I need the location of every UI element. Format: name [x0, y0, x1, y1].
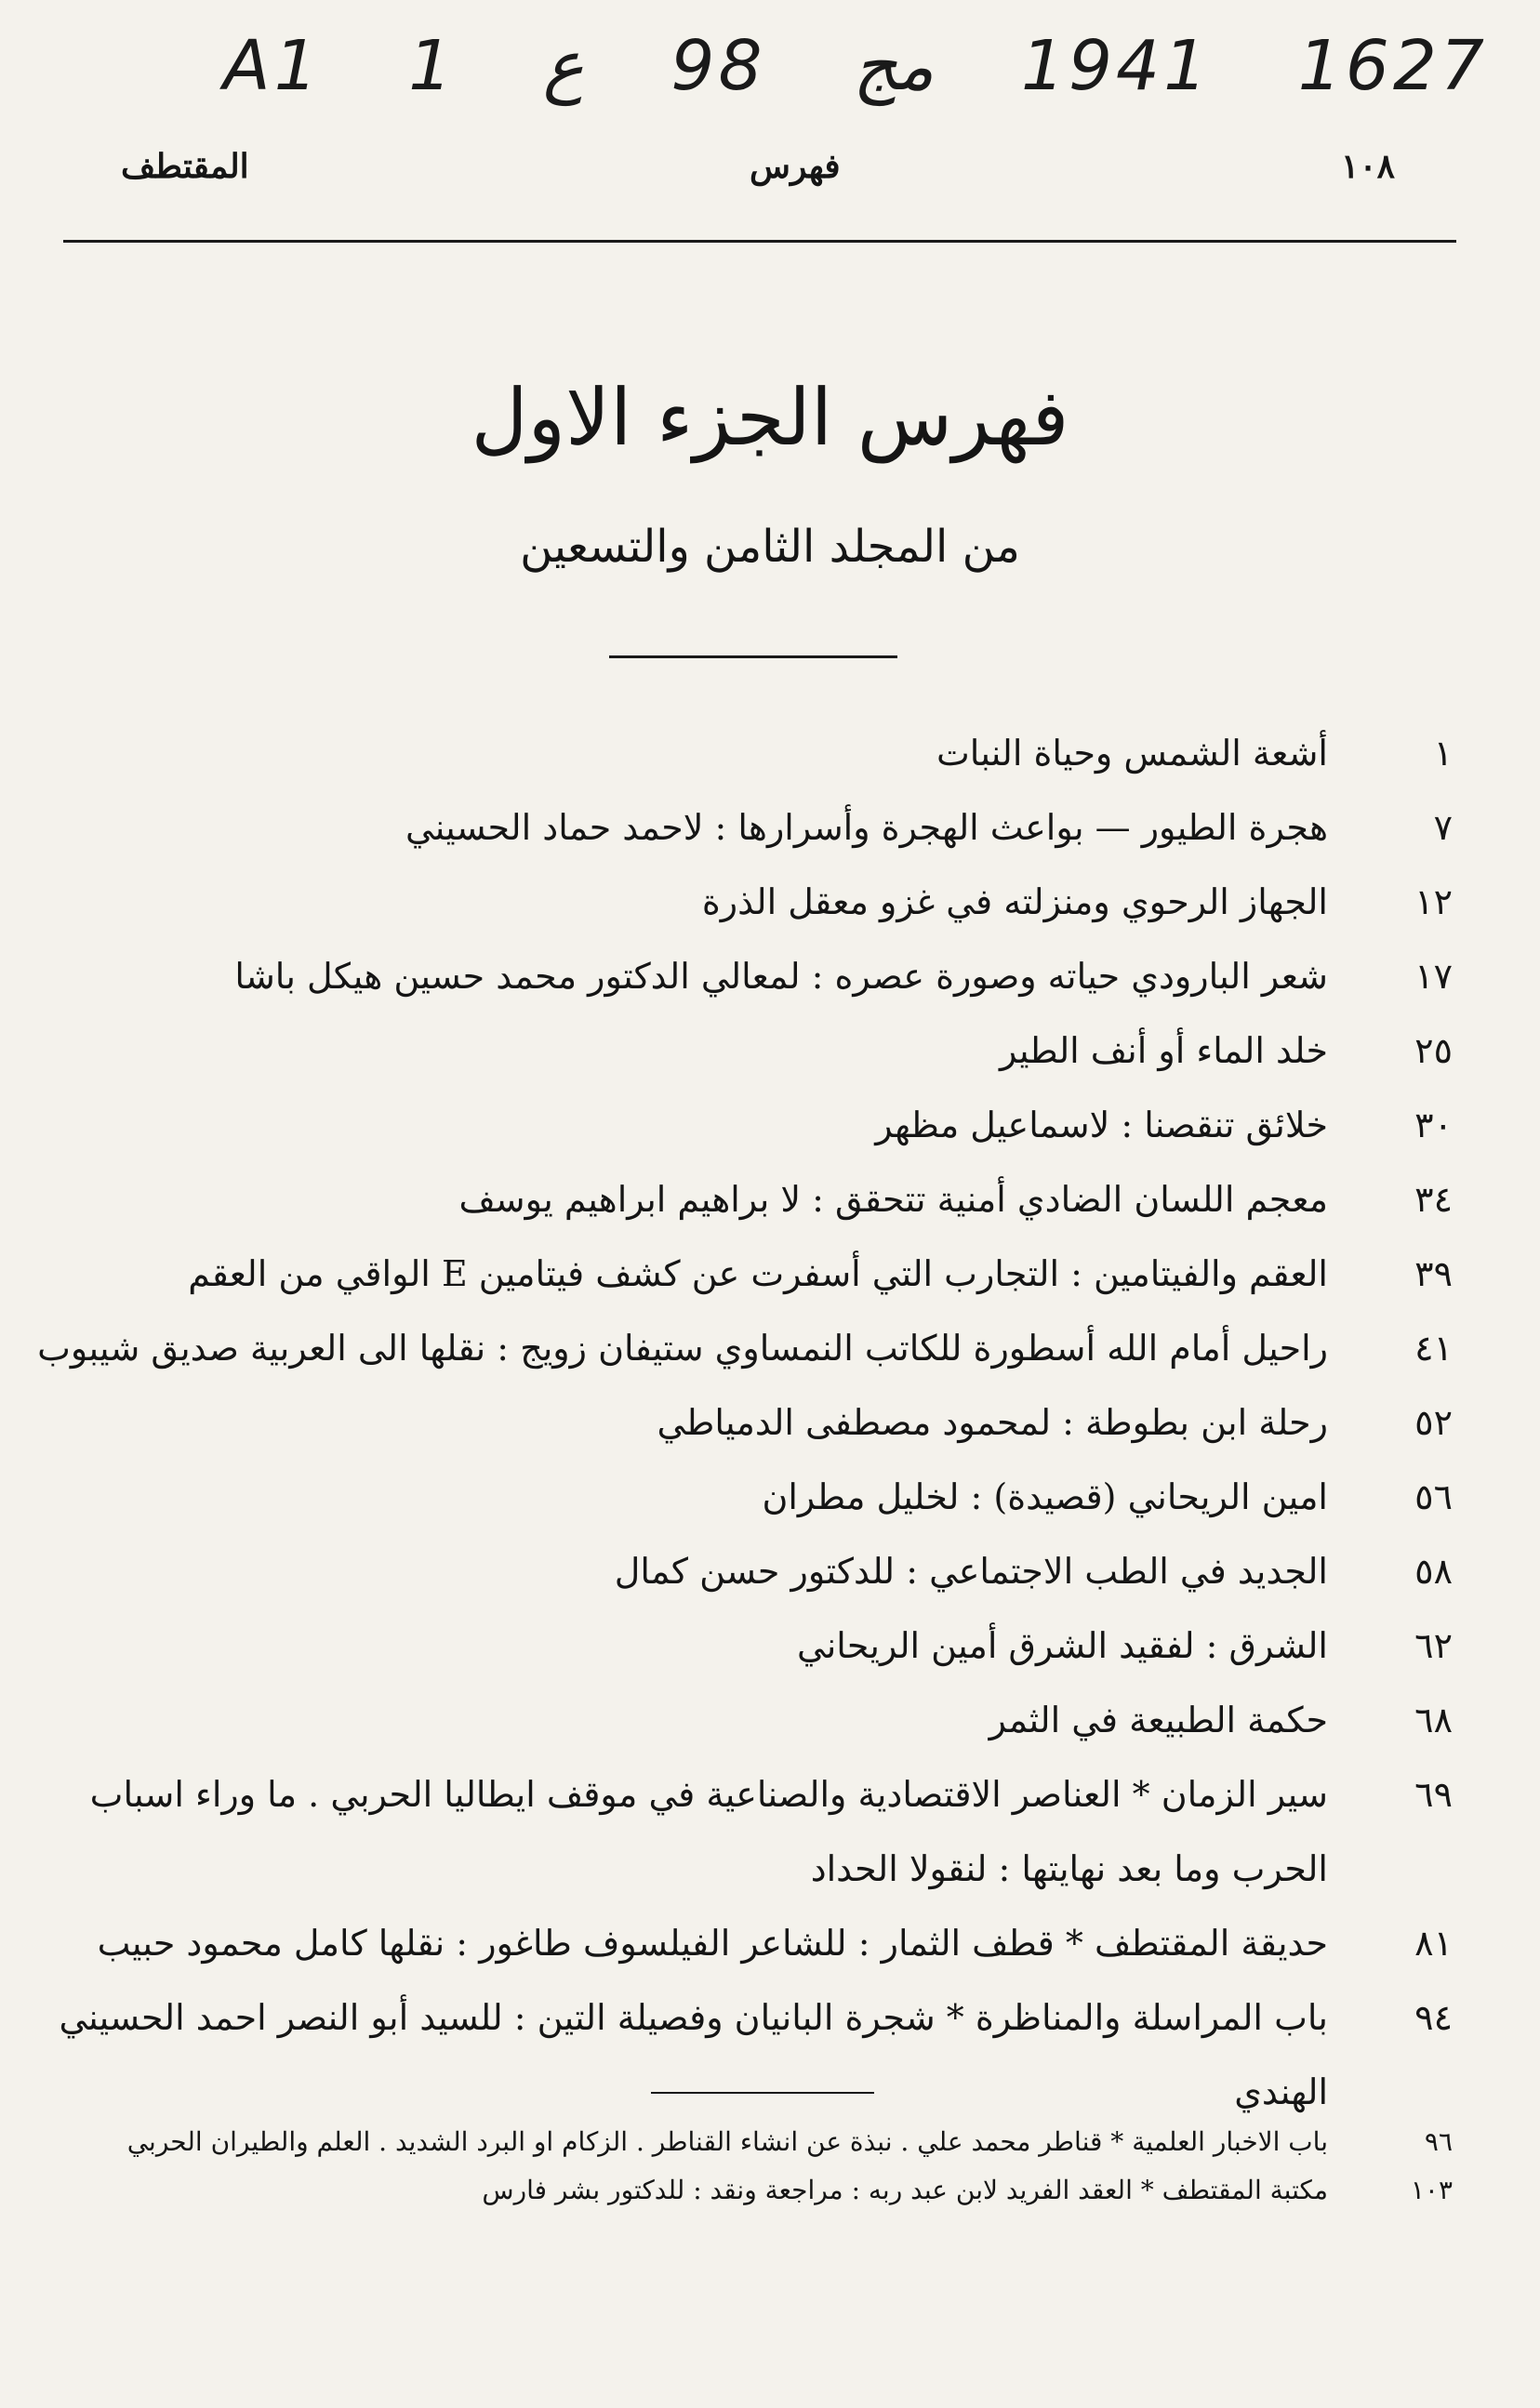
- appendix-entry: [37, 2118, 1488, 2166]
- toc-page: ٦٩: [1414, 1774, 1453, 1815]
- toc-page: ١٧: [1414, 956, 1453, 997]
- catalog-number: 1627: [1297, 26, 1488, 106]
- running-header: [121, 147, 1395, 186]
- header-divider: [63, 240, 1456, 243]
- handwritten-catalog-note: [223, 26, 1488, 106]
- toc-entry: [37, 1385, 1488, 1460]
- toc-title: خلائق تنقصنا : لاسماعيل مظهر: [875, 1105, 1328, 1145]
- toc-title: رحلة ابن بطوطة : لمحمود مصطفى الدمياطي: [657, 1402, 1328, 1443]
- toc-entry: [37, 1683, 1488, 1757]
- toc-title: معجم اللسان الضادي أمنية تتحقق : لا براهيم ابراهيم يوسف: [458, 1179, 1328, 1220]
- catalog-part: 1: [408, 26, 457, 106]
- toc-title: شعر البارودي حياته وصورة عصره : لمعالي الدكتور محمد حسين هيكل باشا: [234, 956, 1328, 997]
- toc-entry: [37, 1608, 1488, 1683]
- toc-title: العقم والفيتامين : التجارب التي أسفرت عن كشف فيتامين E الواقي من العقم: [188, 1253, 1328, 1294]
- toc-page: ٤١: [1414, 1328, 1453, 1369]
- toc-page: ٥٦: [1414, 1476, 1453, 1517]
- toc-entry: [37, 1534, 1488, 1608]
- catalog-code: A1: [223, 26, 322, 106]
- toc-page: ٢٥: [1414, 1030, 1453, 1071]
- toc-page: ٣٠: [1414, 1105, 1453, 1145]
- toc-entry: [37, 1013, 1488, 1088]
- toc-page: ٥٢: [1414, 1402, 1453, 1443]
- toc-entry: [37, 1906, 1488, 1980]
- toc-title: أشعة الشمس وحياة النبات: [936, 733, 1328, 774]
- page-title: فهرس الجزء الاول: [471, 372, 1069, 463]
- toc-page: ٦٨: [1414, 1700, 1453, 1740]
- appendix-title: باب الاخبار العلمية * قناطر محمد علي . نبذة عن انشاء القناطر . الزكام او البرد الشديد . العلم والطيران الحربي: [126, 2126, 1328, 2157]
- toc-entry: [37, 1237, 1488, 1311]
- toc-entry: [37, 1980, 1488, 2129]
- toc-page: ١٢: [1414, 881, 1453, 922]
- page-subtitle: من المجلد الثامن والتسعين: [520, 521, 1020, 573]
- toc-title: الشرق : لفقيد الشرق أمين الريحاني: [797, 1625, 1328, 1666]
- toc-entry: [37, 1088, 1488, 1162]
- toc-entry: [37, 1757, 1488, 1906]
- toc-entry: [37, 939, 1488, 1013]
- toc-page: ٨١: [1414, 1923, 1453, 1964]
- toc-list: [37, 716, 1488, 2129]
- toc-entry: [37, 865, 1488, 939]
- toc-title: خلد الماء أو أنف الطير: [999, 1030, 1328, 1071]
- toc-page: ٩٤: [1414, 1997, 1453, 2038]
- appendix-divider: [651, 2092, 874, 2094]
- toc-title: باب المراسلة والمناظرة * شجرة البانيان وفصيلة التين : للسيد أبو النصر احمد الحسيني الهندي: [59, 1997, 1328, 2112]
- catalog-issue-label: ع: [542, 26, 584, 106]
- appendix-entry: [37, 2166, 1488, 2215]
- toc-title: الجهاز الرحوي ومنزلته في غزو معقل الذرة: [701, 881, 1328, 922]
- toc-entry: [37, 1460, 1488, 1534]
- toc-page: ٣٩: [1414, 1253, 1453, 1294]
- page-number: ١٠٨: [1340, 147, 1395, 186]
- toc-page: ١: [1433, 733, 1453, 774]
- catalog-year: 1941: [1020, 26, 1212, 106]
- section-title: فهرس: [750, 147, 841, 186]
- toc-page: ٥٨: [1414, 1551, 1453, 1592]
- toc-title: راحيل أمام الله أسطورة للكاتب النمساوي ستيفان زويج : نقلها الى العربية صديق شيبوب: [37, 1328, 1328, 1369]
- journal-name: المقتطف: [121, 147, 249, 186]
- appendix-page: ٩٦: [1424, 2126, 1453, 2157]
- appendix-list: [37, 2118, 1488, 2215]
- appendix-title: مكتبة المقتطف * العقد الفريد لابن عبد ربه : مراجعة ونقد : للدكتور بشر فارس: [482, 2175, 1328, 2205]
- toc-title: سير الزمان * العناصر الاقتصادية والصناعية في موقف ايطاليا الحربي . ما وراء اسباب الحرب وما بعد نهايتها : لنقولا الحداد: [89, 1774, 1328, 1889]
- toc-title: حكمة الطبيعة في الثمر: [989, 1700, 1328, 1740]
- toc-title: حديقة المقتطف * قطف الثمار : للشاعر الفيلسوف طاغور : نقلها كامل محمود حبيب: [97, 1923, 1328, 1964]
- toc-entry: [37, 1311, 1488, 1385]
- toc-entry: [37, 790, 1488, 865]
- toc-page: ٦٢: [1414, 1625, 1453, 1666]
- catalog-volume-label: مج: [853, 26, 935, 106]
- toc-page: ٣٤: [1414, 1179, 1453, 1220]
- toc-entry: [37, 716, 1488, 790]
- toc-title: هجرة الطيور — بواعث الهجرة وأسرارها : لاحمد حماد الحسيني: [405, 807, 1328, 848]
- toc-title: امين الريحاني (قصيدة) : لخليل مطران: [762, 1476, 1328, 1517]
- title-divider: [609, 655, 897, 658]
- toc-page: ٧: [1433, 807, 1453, 848]
- toc-title: الجديد في الطب الاجتماعي : للدكتور حسن كمال: [614, 1551, 1328, 1592]
- appendix-page: ١٠٣: [1410, 2175, 1453, 2205]
- toc-entry: [37, 1162, 1488, 1237]
- catalog-volume: 98: [670, 26, 766, 106]
